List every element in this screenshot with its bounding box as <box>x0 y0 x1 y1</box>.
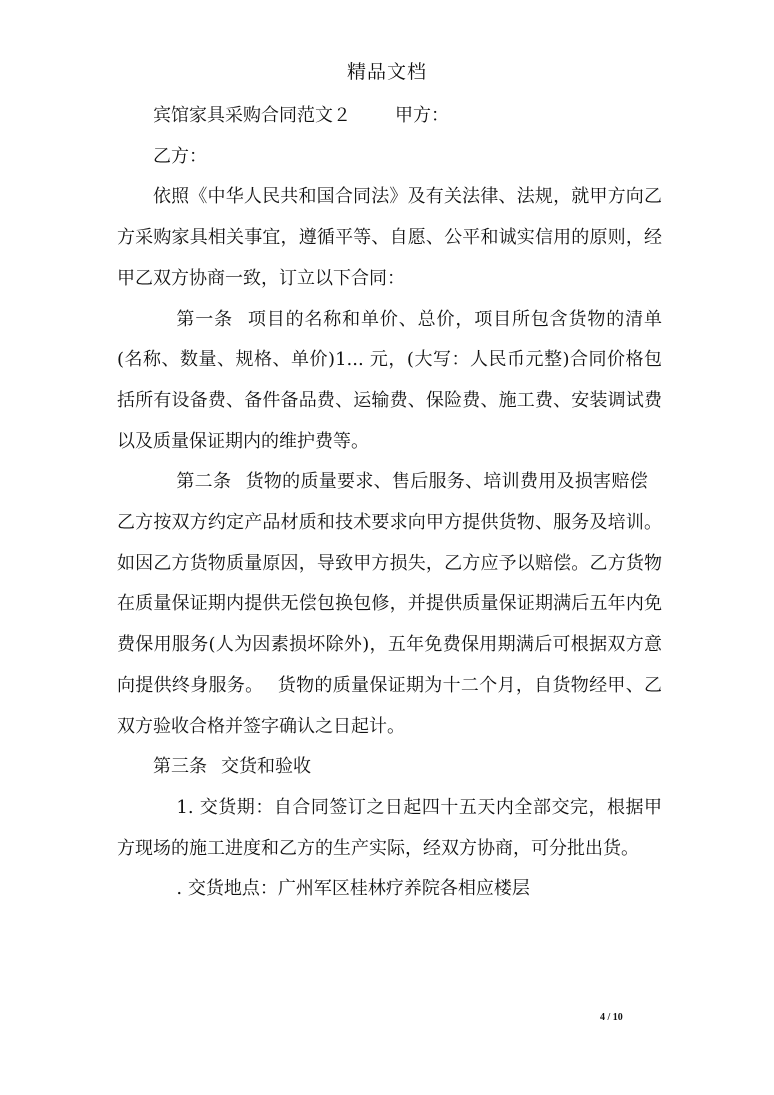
article-3 <box>117 747 662 788</box>
article-3-item-1: 1. 交货期：自合同签订之日起四十五天内全部交完，根据甲方现场的施工进度和乙方的生产实际，经双方协商，可分批出货。 <box>117 796 662 859</box>
article-3-heading: 第三条 <box>153 756 207 778</box>
document-body <box>117 96 662 910</box>
article-1-body: 项目的名称和单价、总价，项目所包含货物的清单(名称、数量、规格、单价)1... 元，(大写：人民币元整)合同价格包括所有设备费、备件备品费、运输费、保险费、施工费、安装调试费以及质量保证期内的维护费等。 <box>117 308 662 452</box>
article-1 <box>117 300 662 463</box>
article-3-title: 交货和验收 <box>221 756 311 778</box>
article-2-body-b: 乙方按双方约定产品材质和技术要求向甲方提供货物、服务及培训。如因乙方货物质量原因，导致甲方损失，乙方应予以赔偿。乙方货物在质量保证期内提供无偿包换包修，并提供质量保证期满后五年内免费保用服务(人为因素损坏除外)，五年免费保用期满后可根据双方意向提供终身服务。 <box>117 512 662 696</box>
party-a-label: 甲方： <box>395 105 449 126</box>
page-number: 4 / 10 <box>600 1012 623 1023</box>
document-title: 宾馆家具采购合同范文２ <box>153 105 351 126</box>
title-line <box>117 96 662 137</box>
article-2-body-a: 货物的质量要求、售后服务、培训费用及损害赔偿 <box>245 471 649 493</box>
party-b-label: 乙方： <box>153 145 207 167</box>
article-2 <box>117 462 662 747</box>
article-2-body-c: 货物的质量保证期为十二个月，自货物经甲、乙双方验收合格并签字确认之日起计。 <box>117 674 662 737</box>
intro-paragraph: 依照《中华人民共和国合同法》及有关法律、法规，就甲方向乙方采购家具相关事宜，遵循平等、自愿、公平和诚实信用的原则，经甲乙双方协商一致，订立以下合同： <box>117 186 662 289</box>
article-1-heading: 第一条 <box>176 308 233 330</box>
page-header: 精品文档 <box>346 61 427 83</box>
article-2-heading: 第二条 <box>176 471 232 493</box>
article-3-item-2: . 交货地点：广州军区桂林疗养院各相应楼层 <box>176 878 530 900</box>
